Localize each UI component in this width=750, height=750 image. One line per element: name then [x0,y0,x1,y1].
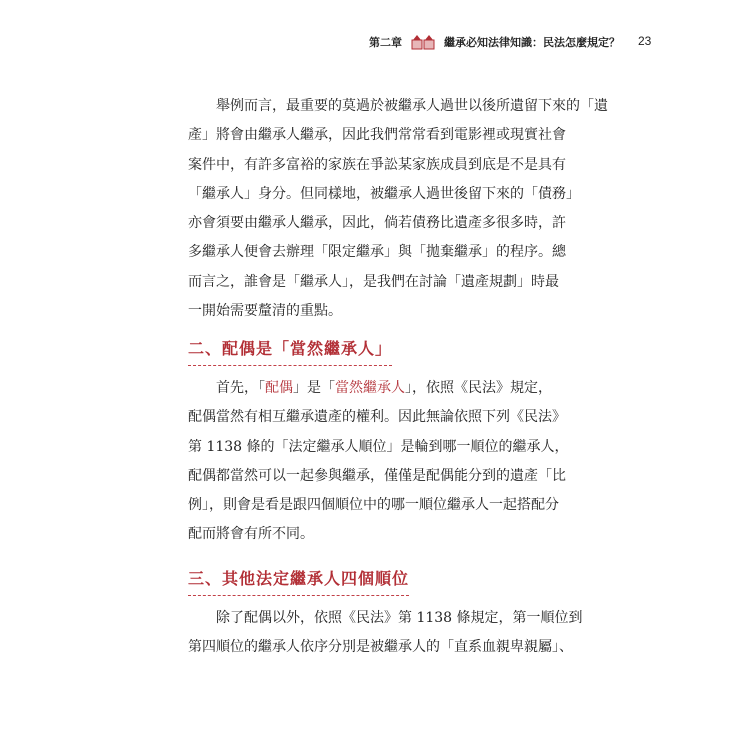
text-line: 一開始需要釐清的重點。 [188,303,342,320]
text-line: 舉例而言，最重要的莫過於被繼承人過世以後所遺留下來的「遺 [216,98,608,114]
section-heading-order: 三、其他法定繼承人四個順位 [188,566,409,596]
text-fragment: 」是「 [293,380,335,396]
text-line: 案件中，有許多富裕的家族在爭訟某家族成員到底是不是具有 [188,156,566,173]
text-line: 第四順位的繼承人依序分別是被繼承人的「直系血親卑親屬」、 [188,639,573,656]
highlight-term: 當然繼承人 [335,380,405,396]
text-line: 「繼承人」身分。但同樣地，被繼承人過世後留下來的「債務」 [188,185,580,202]
text-line: 配偶當然有相互繼承遺產的權利。因此無論依照下列《民法》 [188,409,566,426]
page-number: 23 [638,34,652,48]
chapter-title: 繼承必知法律知識：民法怎麼規定？ [444,36,620,49]
order-paragraph [188,604,583,663]
text-line: 配而將會有所不同。 [188,526,314,543]
text-fragment: 」，依照《民法》規定， [405,380,552,396]
book-logo-icon [410,34,436,50]
intro-paragraph [188,92,608,326]
text-fragment: 首先，「 [216,380,265,396]
highlight-term: 配偶 [265,380,293,396]
text-line: 多繼承人便會去辦理「限定繼承」與「拋棄繼承」的程序。總 [188,244,566,261]
running-header [369,34,620,50]
text-line: 而言之，誰會是「繼承人」，是我們在討論「遺產規劃」時最 [188,273,559,290]
text-line: 產」將會由繼承人繼承，因此我們常常看到電影裡或現實社會 [188,127,566,144]
text-line: 亦會須要由繼承人繼承，因此，倘若債務比遺產多很多時，許 [188,215,566,232]
text-line: 例」，則會是看是跟四個順位中的哪一順位繼承人一起搭配分 [188,497,559,514]
chapter-label: 第二章 [369,36,402,49]
text-line: 第 1138 條的「法定繼承人順位」是輪到哪一順位的繼承人， [188,438,569,455]
text-line [188,374,574,403]
spouse-paragraph [188,374,574,550]
text-line: 配偶都當然可以一起參與繼承，僅僅是配偶能分到的遺產「比 [188,467,566,484]
section-heading-spouse: 二、配偶是「當然繼承人」 [188,336,392,366]
text-line: 除了配偶以外，依照《民法》第 1138 條規定，第一順位到 [216,610,583,626]
